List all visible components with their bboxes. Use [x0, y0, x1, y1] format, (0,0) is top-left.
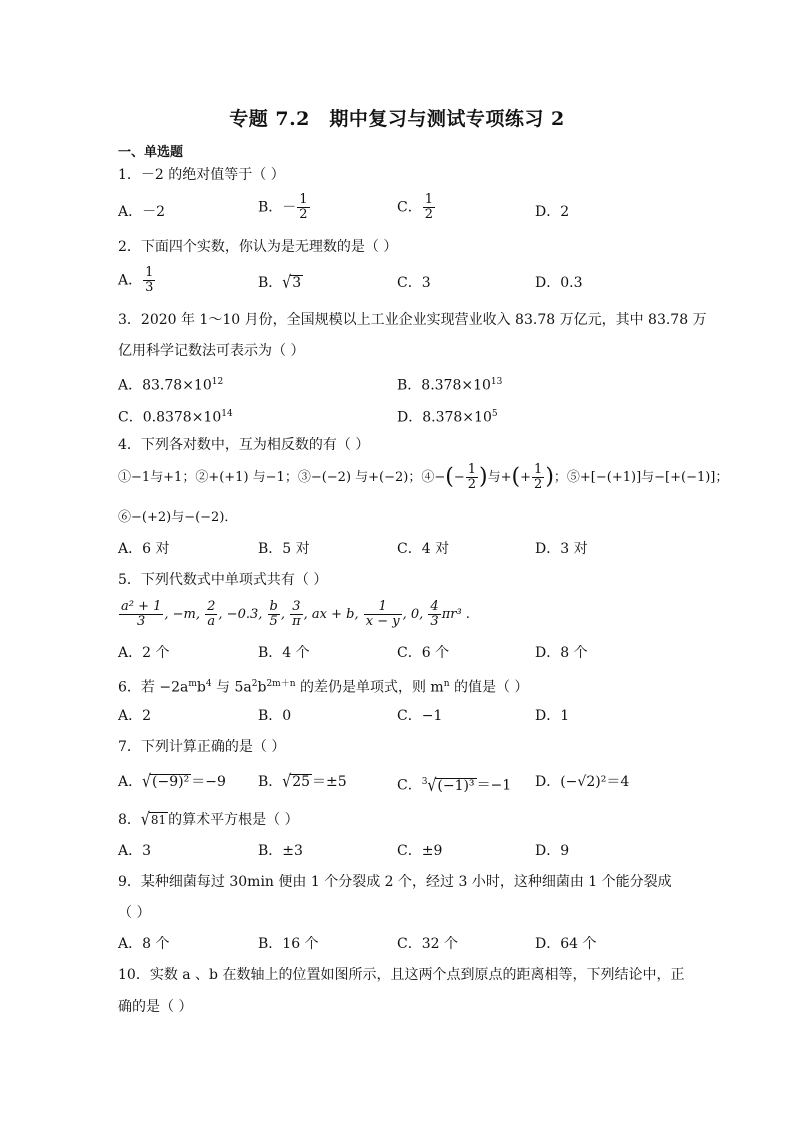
fraction-numerator: 1 — [424, 192, 433, 207]
fraction-denominator: 2 — [299, 207, 308, 222]
fraction-numerator: 1 — [467, 462, 477, 477]
q5-expressions — [118, 600, 470, 629]
fraction-denominator: 3 — [430, 614, 439, 629]
q5-separator-4: , ax + b, — [303, 607, 363, 622]
fraction-numerator: 1 — [364, 600, 402, 615]
q6-option-d: D．1 — [535, 708, 570, 724]
q6-stem-part-b: b — [196, 679, 206, 696]
q3-option-c-exponent: 14 — [221, 409, 233, 419]
fraction-numerator: 4 — [430, 599, 439, 614]
question-10-stem-line-1: 10．实数 a 、b 在数轴上的位置如图所示，且这两个点到原点的距离相等，下列结论中，正 — [118, 967, 685, 983]
q1-option-b-prefix: B．－ — [258, 199, 297, 216]
q7-option-b-radicand: 25 — [292, 774, 311, 790]
q4-frac1-sign: − — [453, 470, 465, 485]
question-4-stem: 4．下列各对数中，互为相反数的有（ ） — [118, 437, 370, 453]
q5-separator-1: , −m, — [164, 607, 205, 622]
radical-sign-icon: √ — [282, 772, 292, 792]
q4-frac2-sign: + — [520, 470, 532, 485]
q6-exponent-5: n — [443, 679, 450, 689]
q6-exponent-2: 4 — [205, 679, 212, 689]
fraction-numerator: a² + 1 — [121, 599, 162, 614]
q6-exponent-4: 2m＋n — [266, 679, 296, 689]
question-2-stem: 2．下面四个实数，你认为是无理数的是（ ） — [118, 239, 398, 255]
q8-stem-prefix: 8． — [118, 812, 141, 828]
q2-option-a-fraction — [143, 266, 155, 295]
q7-option-a-prefix: A． — [118, 774, 143, 790]
q7-option-c — [397, 773, 511, 795]
question-9-stem-line-1: 9．某种细菌每过 30min 便由 1 个分裂成 2 个，经过 3 小时，这种细菌由 1 个能分裂成 — [118, 874, 672, 890]
q7-option-c-result: ＝−1 — [476, 777, 512, 794]
radical-sign-icon: √ — [427, 775, 437, 796]
q2-option-b-radicand: 3 — [292, 275, 302, 291]
fraction-numerator: 1 — [299, 192, 308, 207]
q6-stem-part-d: b — [257, 679, 267, 696]
q6-option-a: A．2 — [118, 708, 152, 724]
q4-pairs-part-c: ；⑤+[−(+1)]与−[+(−1)]； — [553, 470, 729, 485]
q9-option-a: A．8 个 — [118, 936, 170, 952]
q7-option-d: D．(−√2)²＝4 — [535, 774, 630, 790]
right-paren-icon: ) — [479, 464, 488, 490]
q2-option-c: C．3 — [397, 275, 431, 291]
q3-option-b-exponent: 13 — [490, 377, 503, 387]
q6-stem-part-c: 与 5a — [211, 679, 252, 696]
q2-option-a — [118, 266, 156, 295]
q9-option-c: C．32 个 — [397, 936, 458, 952]
fraction-denominator: π — [292, 614, 301, 629]
fraction-denominator: a — [207, 614, 216, 629]
question-8-stem — [118, 811, 299, 829]
fraction-denominator: 3 — [145, 280, 154, 295]
q6-stem-part-f: 的值是（ ） — [449, 679, 529, 696]
q7-option-a — [118, 773, 226, 791]
q3-option-d — [397, 405, 498, 427]
q4-fraction-2 — [532, 463, 544, 492]
q8-option-b: B．±3 — [258, 843, 303, 859]
q5-expr-5 — [364, 600, 402, 629]
q8-radicand: 81 — [150, 813, 167, 827]
fraction-numerator: 3 — [290, 600, 303, 615]
q4-option-b: B．5 对 — [258, 541, 310, 557]
fraction-denominator: 2 — [424, 207, 433, 222]
fraction-denominator: x − y — [365, 614, 400, 629]
q6-exponent-1: m — [188, 679, 197, 689]
q5-tail: πr³ . — [441, 607, 470, 622]
fraction-numerator: 1 — [534, 462, 543, 477]
q6-stem-part-a: 6．若 −2a — [118, 679, 189, 696]
left-paren-icon: ( — [511, 464, 521, 490]
q5-expr-6 — [428, 600, 440, 629]
q5-expr-4 — [290, 600, 303, 629]
q1-option-c — [397, 193, 436, 222]
fraction-numerator: 2 — [207, 599, 216, 614]
q3-option-c-text: C．0.8378×10 — [118, 409, 222, 426]
q7-option-b-prefix: B． — [258, 774, 283, 790]
q4-pairs-part-b: 与+ — [487, 470, 512, 485]
question-5-stem: 5．下列代数式中单项式共有（ ） — [118, 572, 328, 588]
q7-option-b — [258, 773, 347, 791]
q6-option-b: B．0 — [258, 708, 292, 724]
q5-expr-1 — [119, 600, 163, 629]
q3-option-b-text: B．8.378×10 — [397, 377, 491, 394]
q5-expr-3 — [268, 600, 280, 629]
question-9-stem-line-2: （ ） — [118, 905, 151, 921]
fraction-denominator: 2 — [467, 477, 477, 492]
q6-stem-part-e: 的差仍是单项式，则 m — [295, 679, 444, 696]
fraction-numerator: 1 — [145, 265, 154, 280]
radical-sign-icon: √ — [140, 810, 150, 830]
question-6-stem — [118, 675, 528, 697]
q3-option-c — [118, 405, 233, 427]
q5-option-c: C．6 个 — [397, 645, 450, 661]
q9-option-b: B．16 个 — [258, 936, 319, 952]
q4-pairs-line-2: ⑥−(+2)与−(−2)． — [118, 510, 238, 525]
question-3-stem-line-2: 亿用科学记数法可表示为（ ） — [118, 343, 305, 359]
q1-option-b — [258, 193, 311, 222]
q2-option-b-prefix: B． — [258, 275, 283, 291]
q4-pairs-part-a: ①−1与+1；②+(+1) 与−1；③−(−2) 与+(−2)；④− — [118, 470, 446, 485]
question-10-stem-line-2: 确的是（ ） — [118, 999, 193, 1015]
page-title: 专题 7.2 期中复习与测试专项练习 2 — [229, 108, 565, 130]
q4-option-d: D．3 对 — [535, 541, 588, 557]
q4-option-a: A．6 对 — [118, 541, 170, 557]
question-1-stem: 1．－2 的绝对值等于（ ） — [118, 167, 285, 183]
q1-option-c-prefix: C． — [397, 199, 422, 216]
q4-pairs-line-1 — [118, 463, 728, 492]
q3-option-d-text: D．8.378×10 — [397, 409, 492, 426]
right-paren-icon: ) — [545, 464, 554, 490]
q1-option-d: D．2 — [535, 204, 570, 220]
q6-exponent-3: 2 — [251, 679, 258, 689]
q5-separator-5: , 0, — [402, 607, 428, 622]
q5-option-b: B．4 个 — [258, 645, 310, 661]
q2-option-d: D．0.3 — [535, 275, 583, 291]
q7-option-a-radicand: (−9)² — [152, 774, 190, 790]
q2-option-a-prefix: A． — [118, 272, 143, 289]
q2-option-b — [258, 274, 303, 292]
q4-option-c: C．4 对 — [397, 541, 450, 557]
q7-option-a-result: ＝−9 — [191, 774, 226, 790]
q8-option-a: A．3 — [118, 843, 152, 859]
q3-option-d-exponent: 5 — [491, 409, 498, 419]
fraction-denominator: 2 — [534, 477, 543, 492]
q7-option-c-radicand: (−1)³ — [437, 777, 475, 794]
question-7-stem: 7．下列计算正确的是（ ） — [118, 739, 286, 755]
q1-option-b-fraction — [297, 193, 309, 222]
q3-option-a — [118, 373, 223, 395]
question-3-stem-line-1: 3．2020 年 1～10 月份，全国规模以上工业企业实现营业收入 83.78 万亿元，其中 83.78 万 — [118, 312, 707, 328]
q7-option-c-root-index: 3 — [421, 777, 428, 787]
section-heading: 一、单选题 — [118, 145, 184, 160]
q7-option-c-prefix: C． — [397, 777, 422, 794]
q3-option-a-exponent: 12 — [211, 377, 224, 387]
radical-sign-icon: √ — [142, 772, 152, 792]
q8-option-d: D．9 — [535, 843, 570, 859]
q9-option-d: D．64 个 — [535, 936, 597, 952]
q1-option-a: A．－2 — [118, 204, 166, 220]
q5-option-d: D．8 个 — [535, 645, 588, 661]
q4-fraction-1 — [466, 463, 478, 492]
fraction-denominator: 3 — [137, 614, 146, 629]
q5-separator-2: , −0.3, — [218, 607, 267, 622]
q8-option-c: C．±9 — [397, 843, 443, 859]
q5-separator-3: , — [280, 607, 290, 622]
left-paren-icon: ( — [445, 464, 454, 490]
fraction-numerator: b — [269, 599, 278, 614]
q5-option-a: A．2 个 — [118, 645, 170, 661]
q3-option-a-text: A．83.78×10 — [118, 377, 212, 394]
radical-sign-icon: √ — [282, 273, 292, 293]
q5-expr-2 — [205, 600, 217, 629]
q6-option-c: C．−1 — [397, 708, 443, 724]
q8-stem-text: 的算术平方根是（ ） — [168, 812, 299, 828]
q7-option-b-result: ＝±5 — [312, 774, 347, 790]
q1-option-c-fraction — [423, 193, 435, 222]
q3-option-b — [397, 373, 502, 395]
fraction-denominator: 5 — [269, 614, 278, 629]
